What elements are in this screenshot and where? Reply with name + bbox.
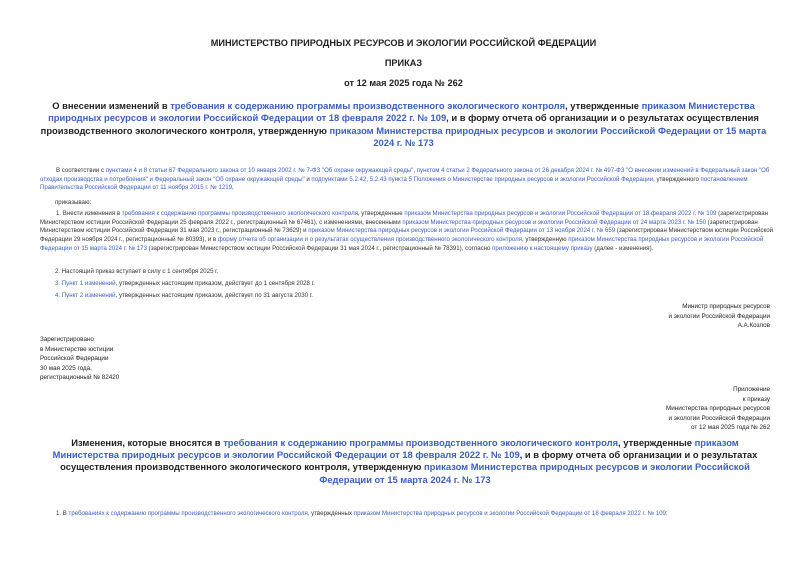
title-text: , утвержденные bbox=[565, 100, 642, 111]
registration-line: 30 мая 2025 года, bbox=[40, 364, 92, 372]
appendix-header-line: к приказу bbox=[742, 395, 770, 403]
appendix-title-text: , утвержденные bbox=[618, 437, 695, 448]
appendix-title bbox=[45, 437, 765, 486]
order-word: приказываю: bbox=[55, 199, 92, 206]
item-text: 1. Внести изменения в bbox=[56, 210, 122, 217]
item-text: , утвержденную bbox=[522, 236, 569, 244]
item1-link-order-659[interactable]: приказом Министерства природных ресурсов и экологии Российской Федерации от 13 ноября 2024 г. № 659 bbox=[308, 227, 616, 235]
item-text: (зарегистрирован Министерством юстиции Российской Федерации 31 мая 2024 г., регистрационный № 78391), согласно bbox=[146, 244, 493, 252]
registration-line: Зарегистрировано bbox=[40, 336, 94, 343]
appendix-title-link-order-173[interactable]: приказом Министерства природных ресурсов и экологии Российской Федерации от 15 марта 2024 г. № 173 bbox=[319, 461, 750, 485]
preamble-text: , bbox=[232, 184, 234, 192]
item-text: (зарегистрирован Министерством юстиции Российской Федерации 29 ноября 2024 г., регистрационный № 80393), и в bbox=[40, 227, 774, 244]
order-item-4 bbox=[55, 292, 313, 301]
order-item-1 bbox=[40, 210, 774, 254]
appendix-title-link-requirements[interactable]: требования к содержанию программы производственного экологического контроля bbox=[223, 437, 619, 448]
signature-block bbox=[669, 302, 770, 331]
title-text: О внесении изменений в bbox=[52, 100, 171, 111]
item-text: (зарегистрирован Министерством юстиции Российской Федерации 25 февраля 2022 г., регистрационный № 67461), с изменениями, внесенными bbox=[40, 210, 769, 226]
appendix-header-line: Приложение bbox=[733, 386, 770, 393]
appendix-item-text: 1. В bbox=[56, 510, 69, 517]
preamble-text: и bbox=[304, 175, 312, 183]
registration-block bbox=[40, 335, 119, 383]
document-type: ПРИКАЗ bbox=[384, 58, 423, 68]
document-date-number: от 12 мая 2025 года № 262 bbox=[344, 78, 463, 88]
preamble-text: , bbox=[413, 167, 417, 174]
appendix-item-text: : bbox=[665, 510, 668, 517]
preamble-link-law-7fz[interactable]: пунктами 4 и 8 статьи 67 Федерального закона от 10 января 2002 г. № 7-ФЗ "Об охране окружающей среды" bbox=[105, 167, 414, 174]
appendix-header-line: от 12 мая 2025 года № 262 bbox=[691, 424, 770, 432]
appendix-title-link-order-109[interactable]: приказом Министерства природных ресурсов и экологии Российской Федерации от 18 февраля 2022 г. № 109 bbox=[52, 437, 739, 461]
item3-link-point-1[interactable]: 3. Пункт 1 изменений bbox=[55, 280, 116, 287]
preamble-link-resolution-1219[interactable]: постановлением Правительства Российской Федерации от 11 ноября 2015 г. № 1219 bbox=[40, 175, 748, 192]
document-title bbox=[30, 100, 777, 150]
title-text: , и в форму отчета об организации и о результатах осуществления производственного экологического контроля bbox=[40, 112, 759, 136]
appendix-item-text: , утвержденных bbox=[307, 510, 354, 517]
preamble-paragraph bbox=[40, 167, 774, 193]
appendix-header-line: и экологии Российской Федерации bbox=[668, 414, 770, 422]
item1-link-order-173[interactable]: приказом Министерства природных ресурсов и экологии Российской Федерации от 15 марта 2024 г. № 173 bbox=[40, 236, 764, 252]
item-text: , утвержденных настоящим приказом, действует по 31 августа 2030 г. bbox=[115, 292, 313, 299]
title-link-order-109[interactable]: приказом Министерства природных ресурсов и экологии Российской Федерации от 18 февраля 2022 г. № 109 bbox=[48, 100, 755, 124]
signature-line: и экологии Российской Федерации bbox=[668, 312, 770, 320]
title-link-requirements[interactable]: требования к содержанию программы производственного экологического контроля bbox=[170, 100, 566, 111]
order-item-2: 2. Настоящий приказ вступает в силу с 1 сентября 2025 г. bbox=[55, 268, 219, 275]
appendix-item1-link-order-109[interactable]: приказом Министерства природных ресурсов и экологии Российской Федерации от 18 февраля 2022 г. № 109 bbox=[353, 510, 666, 517]
appendix-item1-link-requirements[interactable]: требованиях к содержанию программы производственного экологического контроля bbox=[68, 510, 308, 517]
preamble-text: , утвержденного bbox=[653, 175, 701, 183]
item1-link-requirements[interactable]: требования к содержанию программы производственного экологического контроля bbox=[121, 210, 358, 217]
item-text: (зарегистрирован Министерством юстиции Российской Федерации 31 мая 2023 г., регистрационный № 73629) и bbox=[40, 218, 758, 235]
signature-line: А.А.Козлов bbox=[737, 322, 770, 330]
item4-link-point-2[interactable]: 4. Пункт 2 изменений bbox=[55, 292, 116, 299]
item1-link-order-109[interactable]: приказом Министерства природных ресурсов и экологии Российской Федерации от 18 февраля 2022 г. № 109 bbox=[404, 210, 717, 217]
order-item-3 bbox=[55, 280, 315, 289]
ministry-heading: МИНИСТЕРСТВО ПРИРОДНЫХ РЕСУРСОВ И ЭКОЛОГИИ РОССИЙСКОЙ ФЕДЕРАЦИИ bbox=[210, 38, 597, 48]
registration-line: регистрационный № 82420 bbox=[40, 374, 120, 382]
preamble-link-regulation[interactable]: подпунктами 5.2.42, 5.2.43 пункта 5 Положения о Министерстве природных ресурсов и экологии Российской Федерации bbox=[311, 175, 654, 183]
item1-link-report-form[interactable]: форму отчета об организации и о результатах осуществления производственного экологического контроля bbox=[217, 236, 523, 244]
title-text: , утвержденную bbox=[252, 124, 330, 136]
registration-line: в Министерстве юстиции bbox=[40, 345, 114, 353]
preamble-text: В соответствии с bbox=[56, 167, 106, 174]
item-text: , утвержденных настоящим приказом, действует до 1 сентября 2028 г. bbox=[115, 280, 315, 287]
appendix-title-text: Изменения, которые вносятся в bbox=[71, 437, 224, 448]
item-text: (далее - изменения). bbox=[592, 244, 654, 252]
appendix-title-text: , и в форму отчета об организации и о результатах осуществления производственного экологического контроля bbox=[60, 449, 758, 473]
appendix-header bbox=[666, 385, 770, 433]
appendix-header-line: Министерства природных ресурсов bbox=[666, 405, 770, 413]
item1-link-appendix[interactable]: приложению к настоящему приказу bbox=[492, 244, 593, 252]
registration-line: Российской Федерации bbox=[40, 355, 109, 363]
appendix-title-text: , утвержденную bbox=[347, 461, 424, 473]
preamble-link-law-497fz[interactable]: пунктом 4 статьи 2 Федерального закона от 26 декабря 2024 г. № 497-ФЗ "О внесении изменений в Федеральный закон "Об отходах производства и потребления" и Федеральный закон "Об охране окружающей среды" bbox=[40, 167, 770, 183]
item1-link-order-150[interactable]: приказом Министерства природных ресурсов и экологии Российской Федерации от 24 марта 2023 г. № 150 bbox=[402, 218, 707, 226]
item-text: , утвержденные bbox=[357, 210, 405, 217]
title-link-order-173[interactable]: приказом Министерства природных ресурсов и экологии Российской Федерации от 15 марта 2024 г. № 173 bbox=[329, 124, 767, 149]
signature-line: Министр природных ресурсов bbox=[682, 303, 770, 310]
appendix-item-1 bbox=[40, 510, 770, 519]
